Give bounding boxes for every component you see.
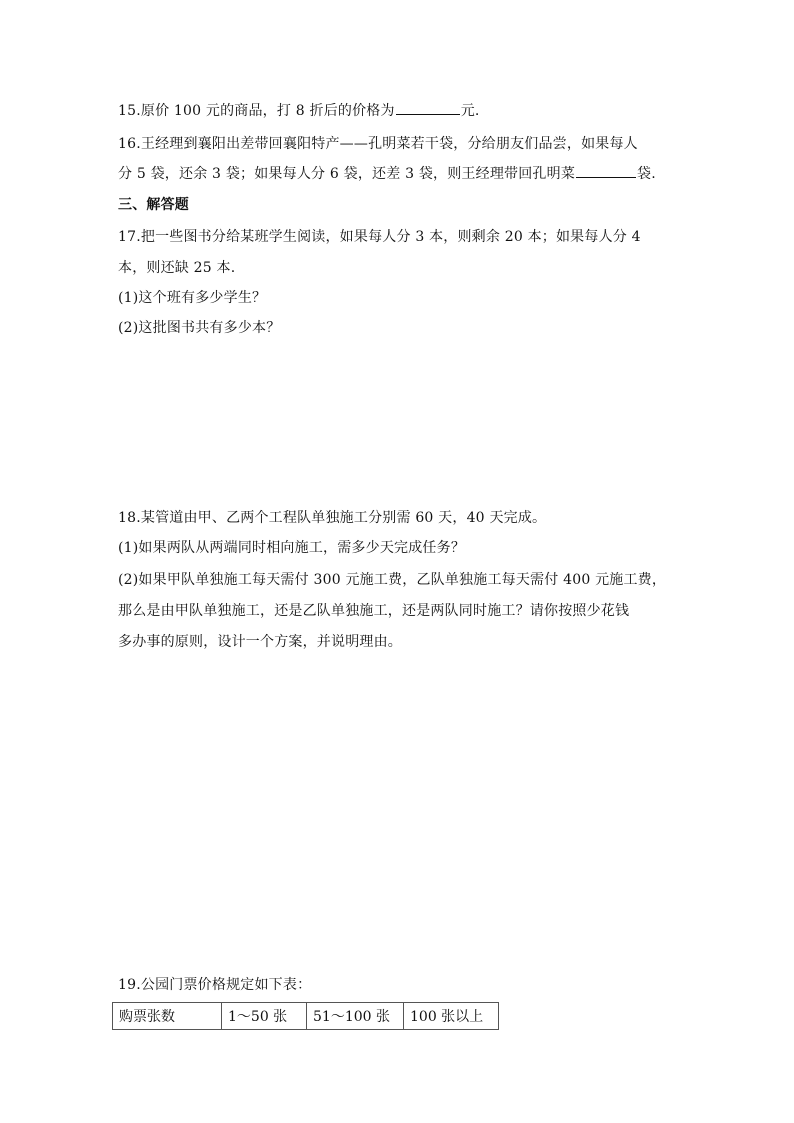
table-cell: 51～100 张 xyxy=(307,1003,404,1030)
table-row xyxy=(113,1003,499,1030)
q19-line1: 19.公园门票价格规定如下表： xyxy=(118,977,312,993)
q17-part1: (1)这个班有多少学生？ xyxy=(118,290,267,306)
q16-line1: 16.王经理到襄阳出差带回襄阳特产——孔明菜若干袋，分给朋友们品尝，如果每人 xyxy=(118,136,638,152)
q18-part2-line2: 那么是由甲队单独施工，还是乙队单独施工，还是两队同时施工？请你按照少花钱 xyxy=(118,603,630,619)
q18-part1: (1)如果两队从两端同时相向施工，需多少天完成任务？ xyxy=(118,540,466,556)
section-title: 三、解答题 xyxy=(118,197,189,213)
q18-part2-line1: (2)如果甲队单独施工每天需付 300 元施工费，乙队单独施工每天需付 400 元施工费， xyxy=(118,572,667,588)
q15-line xyxy=(118,100,480,121)
q18-line1: 18.某管道由甲、乙两个工程队单独施工分别需 60 天，40 天完成。 xyxy=(118,510,547,526)
q17-part2: (2)这批图书共有多少本？ xyxy=(118,320,281,336)
q15-unit: 元. xyxy=(460,103,480,119)
ticket-price-table xyxy=(112,1002,499,1030)
q16-text: 分 5 袋，还余 3 袋；如果每人分 6 袋，还差 3 袋，则王经理带回孔明菜 xyxy=(118,166,576,182)
q15-text: 15.原价 100 元的商品，打 8 折后的价格为 xyxy=(118,103,395,119)
table-cell-header: 购票张数 xyxy=(113,1003,222,1030)
q17-line1: 17.把一些图书分给某班学生阅读，如果每人分 3 本，则剩余 20 本；如果每人分 4 xyxy=(118,229,641,245)
q16-line2 xyxy=(118,163,656,184)
q17-line2: 本，则还缺 25 本. xyxy=(118,260,236,276)
q16-answer-blank[interactable] xyxy=(576,163,636,178)
q15-answer-blank[interactable] xyxy=(396,100,460,115)
table-cell: 100 张以上 xyxy=(404,1003,499,1030)
q18-part2-line3: 多办事的原则，设计一个方案，并说明理由。 xyxy=(118,634,402,650)
q16-unit: 袋. xyxy=(637,166,656,182)
table-cell: 1～50 张 xyxy=(222,1003,307,1030)
